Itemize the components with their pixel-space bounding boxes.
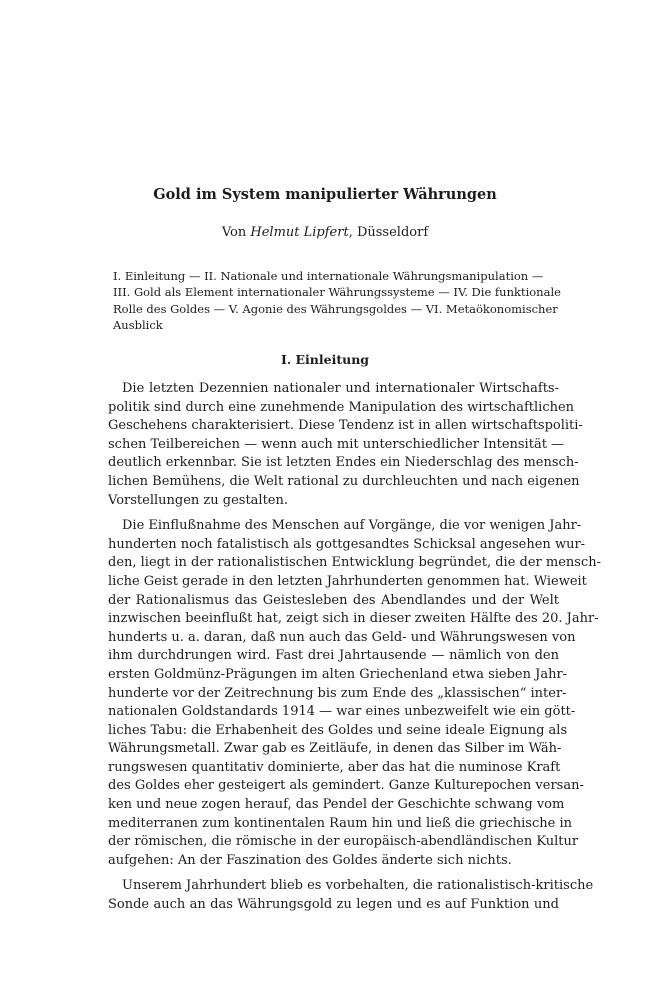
text-line: des Goldes eher gesteigert als gemindert. Ganze Kulturepochen versan- [108, 778, 584, 794]
text-line: ihm durchdrungen wird. Fast drei Jahrtausende — nämlich von den [108, 648, 559, 664]
text-line: der Rationalismus das Geistesleben des Abendlandes und der Welt [108, 592, 559, 608]
toc-line: Ausblick [113, 318, 163, 333]
text-line: Unserem Jahrhundert blieb es vorbehalten, die rationalistisch-kritische [122, 878, 594, 894]
text-line: den, liegt in der rationalistischen Entwicklung begründet, die der mensch- [108, 555, 602, 571]
text-line: liche Geist gerade in den letzten Jahrhunderten genommen hat. Wieweit [108, 573, 587, 589]
text-line: lichen Bemühens, die Welt rational zu durchleuchten und nach eigenen [108, 473, 580, 489]
text-line: aufgehen: An der Faszination des Goldes änderte sich nichts. [108, 852, 512, 868]
text-line: deutlich erkennbar. Sie ist letzten Endes ein Niederschlag des mensch- [108, 455, 579, 471]
text-line: nationalen Goldstandards 1914 — war eines unbezweifelt wie ein gött- [108, 704, 576, 720]
article-byline [0, 225, 650, 240]
text-line: ken und neue zogen herauf, das Pendel der Geschichte schwang vom [108, 797, 565, 813]
table-of-contents [113, 268, 561, 334]
author-name: Helmut Lipfert [250, 225, 349, 240]
article-body [108, 380, 602, 915]
paragraph-1 [108, 380, 583, 510]
text-line: Geschehens charakterisiert. Diese Tendenz ist in allen wirtschaftspoliti- [108, 418, 583, 434]
text-line: hunderte vor der Zeitrechnung bis zum Ende des „klassischen“ inter- [108, 685, 567, 701]
paragraph-2 [108, 517, 602, 870]
text-line: hunderts u. a. daran, daß nun auch das Geld- und Währungswesen von [108, 629, 576, 645]
article-title: Gold im System manipulierter Währungen [153, 186, 497, 203]
text-line: ersten Goldmünz-Prägungen im alten Griechenland etwa sieben Jahr- [108, 666, 568, 682]
text-line: rungswesen quantitativ dominierte, aber das hat die numinose Kraft [108, 759, 561, 775]
text-line: Sonde auch an das Währungsgold zu legen und es auf Funktion und [108, 897, 559, 913]
byline-prefix: Von [221, 225, 251, 240]
text-line: politik sind durch eine zunehmende Manipulation des wirtschaftlichen [108, 399, 575, 415]
toc-line: Rolle des Goldes — V. Agonie des Währungsgoldes — VI. Metaökonomischer [113, 301, 558, 316]
paragraph-3 [108, 877, 594, 914]
text-line: schen Teilbereichen — wenn auch mit unterschiedlicher Intensität — [108, 436, 565, 452]
text-line: Die Einflußnahme des Menschen auf Vorgänge, die vor wenigen Jahr- [122, 518, 582, 534]
text-line: inzwischen beeinflußt hat, zeigt sich in dieser zweiten Hälfte des 20. Jahr- [108, 611, 599, 627]
section-heading: I. Einleitung [280, 352, 370, 367]
text-line: Die letzten Dezennien nationaler und internationaler Wirtschafts- [122, 381, 559, 396]
text-line: liches Tabu: die Erhabenheit des Goldes und seine ideale Eignung als [108, 722, 568, 738]
toc-line: III. Gold als Element internationaler Währungssysteme — IV. Die funktionale [113, 285, 561, 300]
text-line: der römischen, die römische in der europäisch-abendländischen Kultur [108, 834, 579, 850]
author-location: , Düsseldorf [348, 225, 429, 240]
text-line: Vorstellungen zu gestalten. [108, 492, 289, 508]
toc-line: I. Einleitung — II. Nationale und internationale Währungsmanipulation — [113, 269, 544, 283]
text-line: mediterranen zum kontinentalen Raum hin und ließ die griechische in [108, 815, 572, 831]
text-line: Währungsmetall. Zwar gab es Zeitläufe, in denen das Silber im Wäh- [108, 741, 562, 757]
text-line: hunderten noch fatalistisch als gottgesandtes Schicksal angesehen wur- [108, 536, 586, 552]
